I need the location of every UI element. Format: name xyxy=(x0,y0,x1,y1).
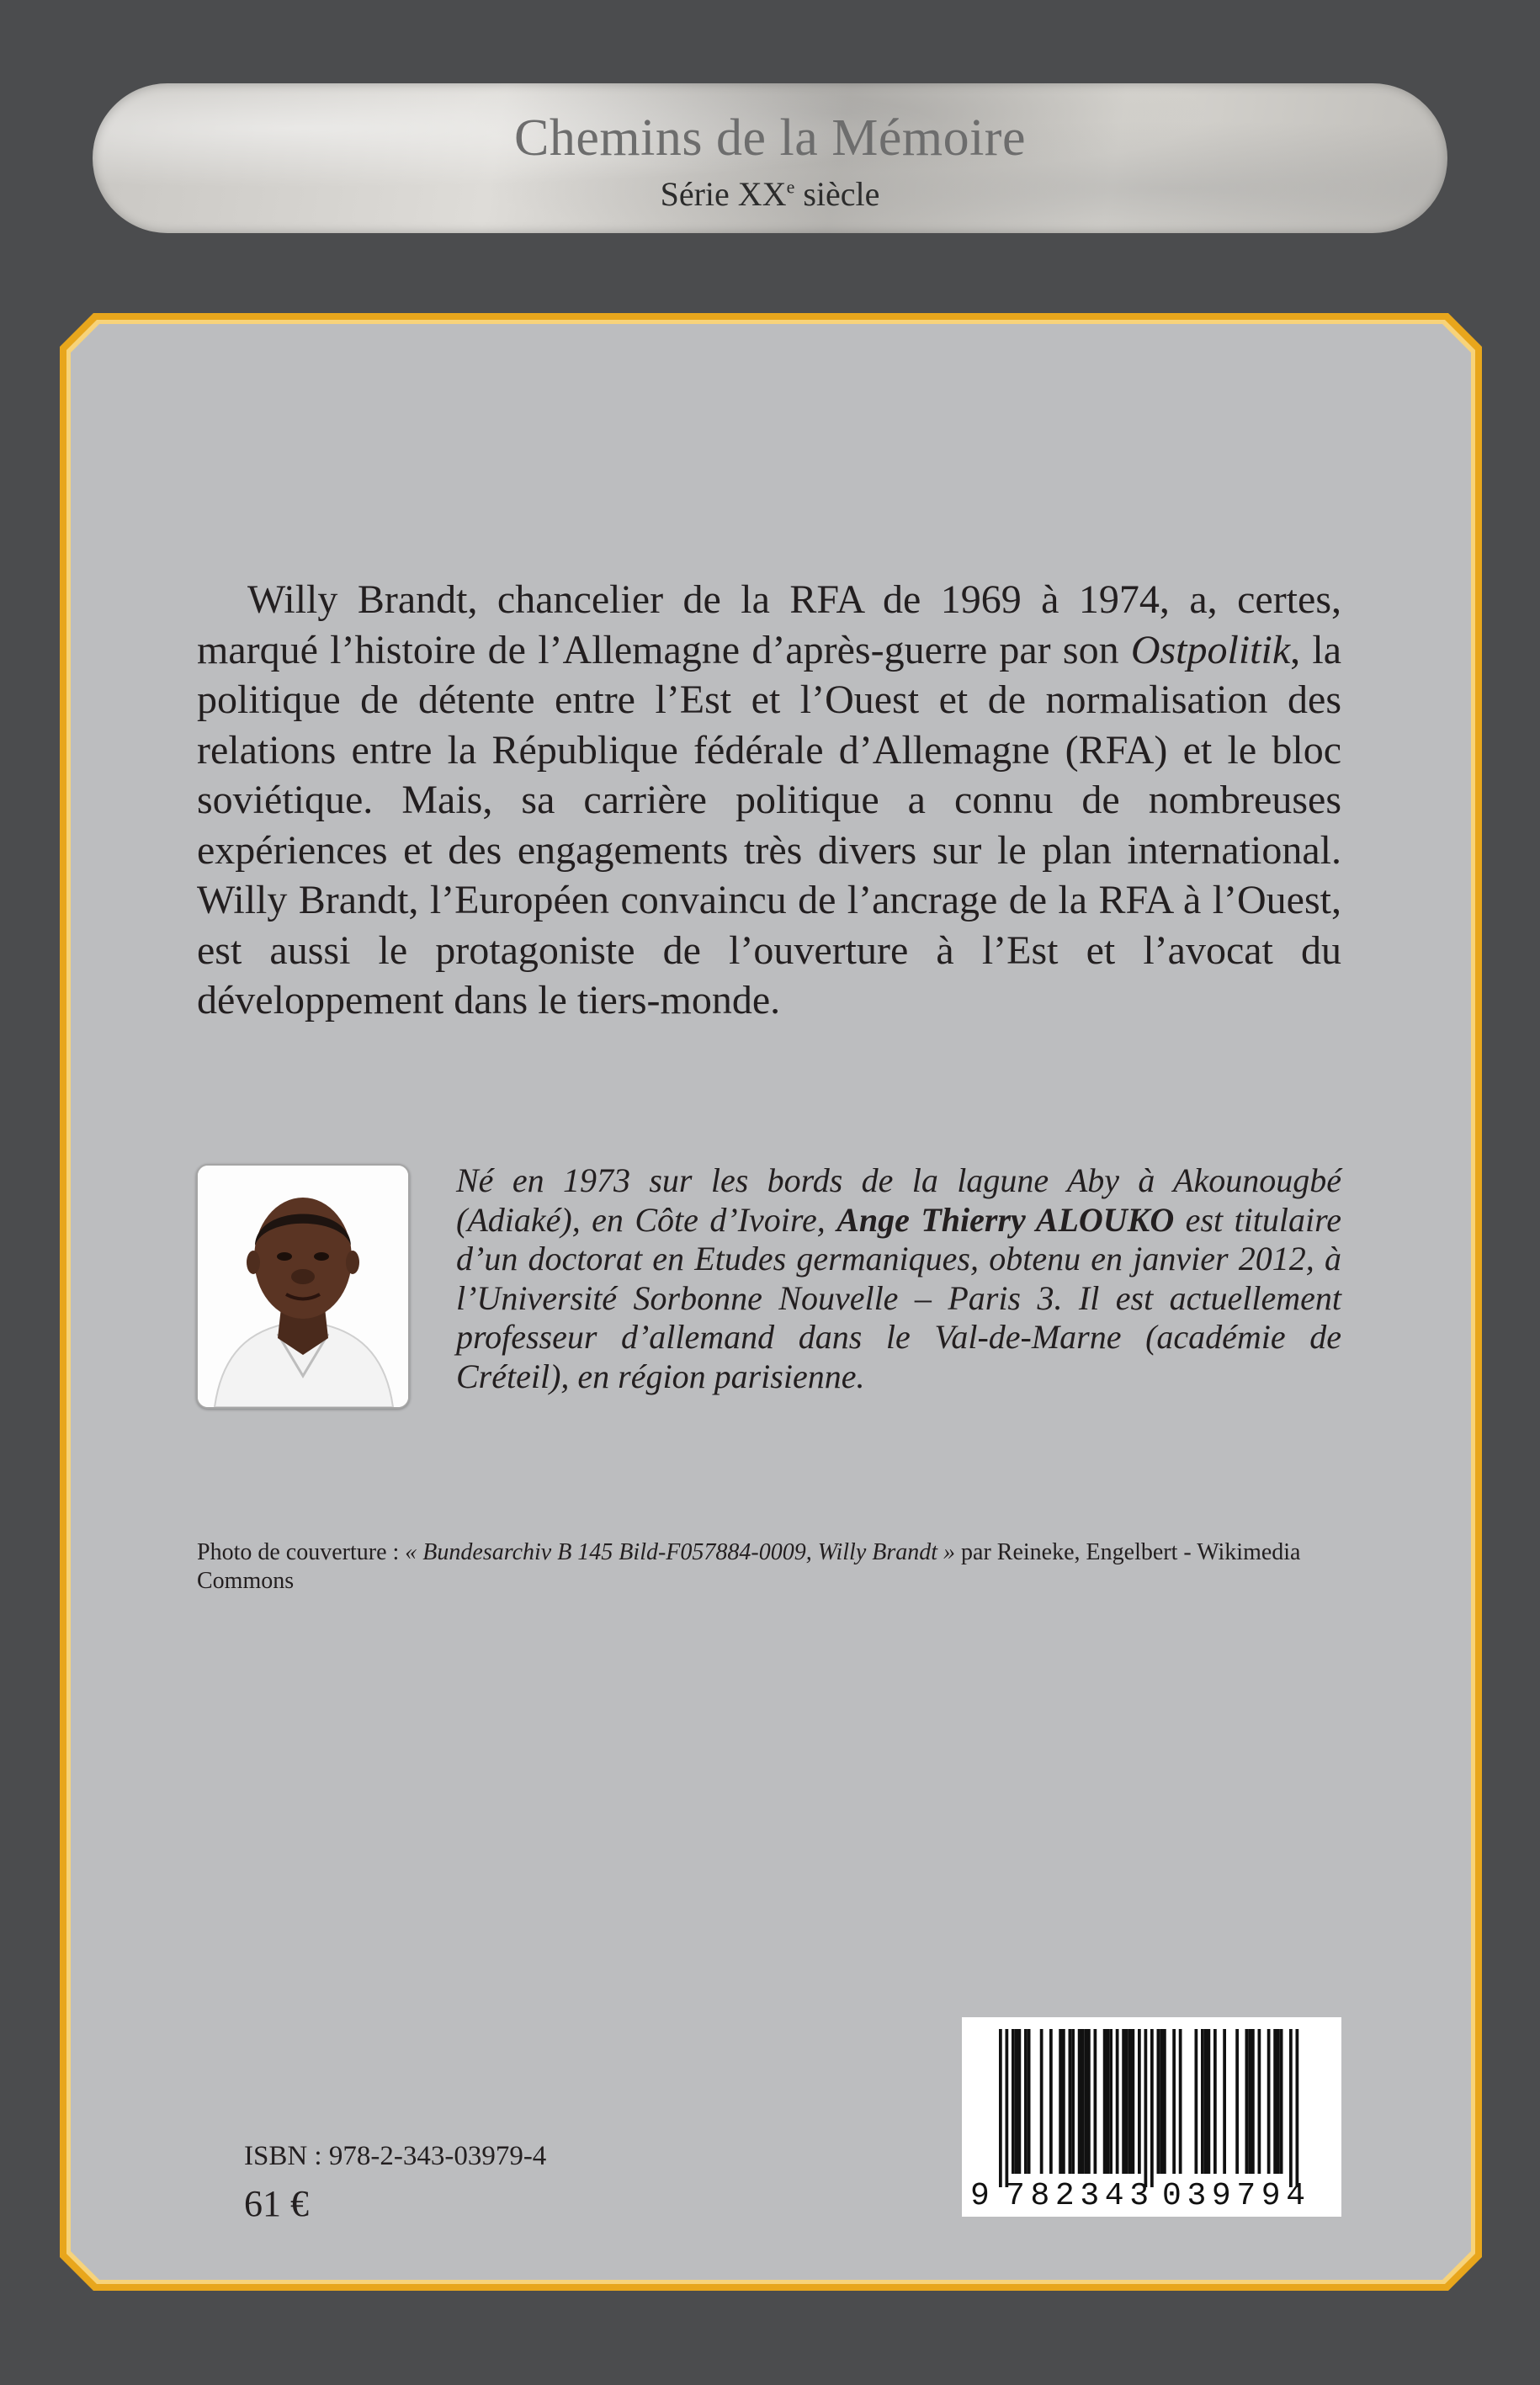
photo-credit-source: « Bundesarchiv B 145 Bild-F057884-0009, Willy Brandt » xyxy=(405,1539,956,1565)
barcode-bar xyxy=(1280,2029,1283,2174)
barcode-bar xyxy=(1213,2029,1217,2174)
barcode-bar xyxy=(1248,2029,1251,2174)
barcode-bar xyxy=(1109,2029,1113,2174)
barcode-bar xyxy=(1235,2029,1239,2174)
barcode-bar xyxy=(1132,2029,1135,2174)
barcode-bar xyxy=(1267,2029,1271,2174)
barcode-bars xyxy=(999,2029,1298,2187)
barcode-bar xyxy=(1125,2029,1128,2174)
barcode-bar xyxy=(1116,2029,1119,2174)
photo-credit xyxy=(197,1538,1350,1596)
barcode-left-digits: 782343 xyxy=(1006,2178,1149,2214)
author-photo xyxy=(196,1164,410,1409)
photo-credit-label: Photo de couverture : xyxy=(197,1539,406,1565)
series-subtitle-suffix: siècle xyxy=(794,175,880,213)
author-bio-details: est titulaire d’un doctorat en Etudes germaniques, obtenu en janvier 2012, à l’Université Sorbonne Nouvelle – Paris 3. Il est actuellement professeur d’allemand dans le Val-de-Marne (académie de Créteil), en région parisienne. xyxy=(456,1200,1341,1395)
series-title: Chemins de la Mémoire xyxy=(514,109,1026,167)
author-portrait-icon xyxy=(198,1166,408,1407)
barcode-bar xyxy=(1223,2029,1226,2174)
barcode-bar xyxy=(1049,2029,1053,2174)
barcode-bar xyxy=(1277,2029,1280,2174)
barcode-right-digits: 039794 xyxy=(1162,2178,1305,2214)
barcode-bar xyxy=(1195,2029,1198,2174)
barcode-bar xyxy=(1081,2029,1085,2174)
isbn: ISBN : 978-2-343-03979-4 xyxy=(244,2141,547,2171)
barcode-bar xyxy=(1078,2029,1081,2174)
barcode-bar xyxy=(1107,2029,1110,2174)
barcode-bar xyxy=(1059,2029,1062,2174)
blurb-emphasis: Ostpolitik xyxy=(1130,627,1291,672)
barcode-bar xyxy=(1273,2029,1277,2174)
barcode-bar xyxy=(1201,2029,1204,2174)
author-bio xyxy=(456,1161,1341,1396)
series-subtitle-prefix: Série XX xyxy=(660,175,787,213)
blurb-part-1: Willy Brandt, chancelier de la RFA de 1969 à 1974, a, certes, marqué l’histoire de l’Allemagne d’après-guerre par son xyxy=(197,577,1341,672)
barcode-bar xyxy=(1163,2029,1166,2174)
blurb-part-2: , la politique de détente entre l’Est et l’Ouest et de normalisation des relations entre la République fédérale d’Allemagne (RFA) et le bloc soviétique. Mais, sa carrière politique a connu de nombreuses expériences et des engagements très divers sur le plan international. Willy Brandt, l’Européen convaincu de l’ancrage de la RFA à l’Ouest, est aussi le protagoniste de l’ouverture à l’Est et l’avocat du développement dans le tiers-monde. xyxy=(197,627,1342,1023)
series-banner xyxy=(93,83,1447,233)
barcode-bar xyxy=(1144,2029,1148,2187)
barcode-bar xyxy=(1069,2029,1072,2174)
barcode-bar xyxy=(1289,2029,1293,2187)
barcode-bar xyxy=(1157,2029,1160,2174)
barcode-bar xyxy=(1024,2029,1028,2174)
barcode-bar xyxy=(1204,2029,1208,2174)
barcode-bar xyxy=(1150,2029,1154,2187)
series-subtitle-superscript: e xyxy=(786,176,795,198)
barcode-bar xyxy=(1103,2029,1107,2174)
barcode-first-digit: 9 xyxy=(970,2178,990,2214)
back-cover-blurb xyxy=(197,575,1341,1026)
barcode-icon xyxy=(962,2017,1341,2217)
barcode-bar xyxy=(1160,2029,1163,2174)
barcode-bar xyxy=(1172,2029,1176,2174)
barcode-bar xyxy=(1251,2029,1255,2174)
barcode-bar xyxy=(1122,2029,1125,2174)
barcode-bar xyxy=(1258,2029,1261,2174)
author-name: Ange Thierry ALOUKO xyxy=(836,1200,1175,1239)
barcode-bar xyxy=(1012,2029,1015,2174)
barcode-bar xyxy=(1084,2029,1087,2174)
barcode-bar xyxy=(1296,2029,1299,2187)
barcode-bar xyxy=(1128,2029,1132,2174)
barcode xyxy=(962,2017,1341,2217)
barcode-bar xyxy=(1071,2029,1075,2174)
barcode-bar xyxy=(1062,2029,1065,2174)
barcode-bar xyxy=(1006,2029,1009,2187)
barcode-bar xyxy=(1015,2029,1018,2174)
barcode-bar xyxy=(1028,2029,1031,2174)
author-bio-intro: Né en 1973 sur les bords de la lagune Aby à Akounougbé (Adiaké), en Côte d’Ivoire, xyxy=(456,1161,1341,1239)
barcode-bar xyxy=(1208,2029,1211,2174)
barcode-bar xyxy=(1138,2029,1141,2174)
barcode-bar xyxy=(1245,2029,1249,2174)
barcode-bar xyxy=(999,2029,1002,2187)
barcode-bar xyxy=(1094,2029,1097,2174)
price: 61 € xyxy=(244,2183,309,2224)
barcode-bar xyxy=(1040,2029,1043,2174)
barcode-bar xyxy=(1179,2029,1182,2174)
photo-credit-rest: par Reineke, Engelbert - Wikimedia Commons xyxy=(197,1539,1301,1594)
barcode-bar xyxy=(1087,2029,1091,2174)
series-subtitle xyxy=(93,174,1447,214)
barcode-bar xyxy=(1018,2029,1022,2174)
